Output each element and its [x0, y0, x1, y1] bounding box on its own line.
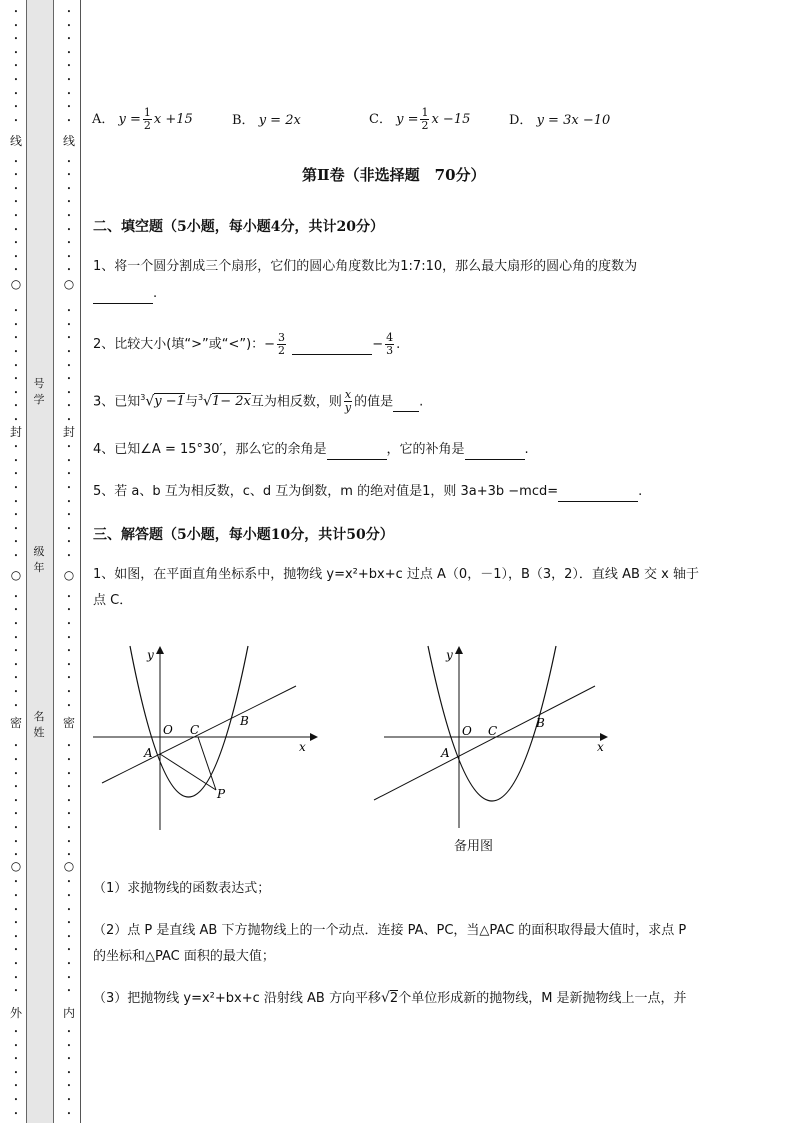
seal-char-outer: 线 [9, 134, 22, 148]
margin-dot: • [13, 633, 19, 642]
question-5: 5、若 a、b 互为相反数，c、d 互为倒数，m 的绝对值是1，则 3a+3b −mcd= . [93, 483, 642, 502]
margin-dot: • [13, 1068, 19, 1077]
margin-dot: • [13, 334, 19, 343]
answer-blank[interactable] [327, 441, 387, 460]
margin-dot: • [13, 892, 19, 900]
label-o: O [163, 723, 173, 737]
seal-char-outer: 封 [9, 425, 22, 439]
margin-dot: • [13, 375, 19, 384]
margin-dot: • [13, 837, 19, 846]
question-3: 3、已知$^3$√y −1与$^3$√1− 2x互为相反数，则 $\frac{x}{y}$ 的值是 . [93, 388, 424, 415]
seal-char-inner: 封 [62, 425, 75, 439]
margin-dot: • [13, 647, 19, 656]
margin-dot: • [66, 198, 72, 207]
margin-dot: • [13, 48, 19, 57]
margin-dot: • [66, 783, 72, 792]
margin-dot: • [13, 538, 19, 547]
margin-dot: • [13, 171, 19, 180]
margin-dot: • [66, 796, 72, 805]
margin-dot: • [66, 89, 72, 98]
margin-dot: • [13, 1028, 19, 1036]
margin-dot: • [13, 1055, 19, 1064]
margin-dot: • [13, 810, 19, 819]
seal-circle-inner: ○ [63, 568, 75, 582]
margin-dot: • [66, 511, 72, 520]
margin-dot: • [66, 932, 72, 941]
margin-dot: • [13, 905, 19, 914]
label-y: y [147, 648, 154, 662]
field-student-number: 号学 [33, 377, 45, 406]
margin-dot: • [66, 62, 72, 71]
margin-dot: • [13, 756, 19, 764]
margin-dot: • [13, 824, 19, 832]
margin-dot: • [13, 8, 19, 16]
margin-dot: • [13, 960, 19, 968]
margin-dot: • [66, 647, 72, 656]
margin-dot: • [66, 361, 72, 370]
y-axis-arrow [156, 646, 164, 654]
margin-dot: • [66, 810, 72, 819]
margin-dot: • [13, 484, 19, 492]
margin-dot: • [13, 21, 19, 30]
margin-dot: • [13, 470, 19, 479]
question-1: 1、将一个圆分割成三个扇形，它们的圆心角度数比为1:7:10，那么最大扇形的圆心角的度数为 [93, 259, 638, 274]
answer-blank[interactable] [93, 285, 153, 304]
margin-dot: • [13, 769, 19, 778]
margin-dot: • [66, 633, 72, 642]
margin-dot: • [66, 878, 72, 887]
margin-dot: • [13, 592, 19, 601]
margin-dot: • [66, 307, 72, 316]
margin-dot: • [13, 116, 19, 125]
margin-dot: • [13, 878, 19, 887]
margin-dot: • [66, 1041, 72, 1050]
label-b: B [536, 716, 545, 730]
label-x: x [299, 740, 306, 754]
sub-question-1: （1）求抛物线的函数表达式； [93, 881, 271, 896]
margin-dot: • [66, 1028, 72, 1036]
margin-dot: • [13, 252, 19, 261]
margin-dot: • [13, 225, 19, 234]
binding-rule [80, 0, 81, 1123]
margin-dot: • [13, 402, 19, 411]
x-axis-arrow [310, 733, 318, 741]
line-ab [374, 686, 595, 800]
y-axis-arrow [455, 646, 463, 654]
section-solution-title: 三、解答题（5小题，每小题10分，共计50分） [93, 527, 394, 543]
question-2: 2、比较大小(填“>”或“<”)：− $\frac{3}{2}$ − $\frac{4}{3}$ . [93, 331, 401, 357]
margin-dot: • [13, 416, 19, 424]
choice-c: C． y = $\frac{1}{2}$ x −15 [369, 106, 471, 132]
margin-dot: • [13, 919, 19, 928]
margin-dot: • [66, 21, 72, 30]
margin-dot: • [13, 524, 19, 533]
margin-dot: • [66, 851, 72, 860]
margin-dot: • [13, 184, 19, 193]
margin-dot: • [66, 239, 72, 248]
margin-dot: • [13, 361, 19, 370]
margin-dot: • [66, 837, 72, 846]
margin-dot: • [66, 35, 72, 44]
margin-dot: • [13, 1109, 19, 1118]
margin-dot: • [66, 225, 72, 234]
margin-dot: • [66, 892, 72, 900]
margin-dot: • [13, 62, 19, 71]
margin-dot: • [13, 674, 19, 683]
margin-dot: • [13, 851, 19, 860]
margin-dot: • [66, 375, 72, 384]
margin-dot: • [66, 1082, 72, 1091]
label-c: C [488, 724, 498, 738]
section-fill-in-title: 二、填空题（5小题，每小题4分，共计20分） [93, 219, 384, 235]
margin-dot: • [66, 212, 72, 220]
margin-dot: • [66, 76, 72, 84]
margin-dot: • [66, 524, 72, 533]
seal-char-outer: 密 [9, 716, 22, 730]
choice-d: D． y = 3x −10 [509, 113, 611, 128]
margin-dot: • [13, 1096, 19, 1104]
margin-dot: • [13, 456, 19, 465]
sub-question-2-line-1: （2）点 P 是直线 AB 下方抛物线上的一个动点．连接 PA、PC，当△PAC 的面积取得最大值时，求点 P [93, 923, 687, 938]
margin-dot: • [13, 320, 19, 329]
margin-dot: • [13, 89, 19, 98]
margin-dot: • [13, 103, 19, 112]
margin-dot: • [66, 1109, 72, 1118]
margin-dot: • [13, 388, 19, 397]
problem-1-line-1: 1、如图，在平面直角坐标系中，抛物线 y=x²+bx+c 过点 A（0，－1），B（3，2）．直线 AB 交 x 轴于 [93, 567, 699, 582]
margin-dot: • [13, 35, 19, 44]
margin-dot: • [66, 660, 72, 669]
margin-dot: • [66, 1068, 72, 1077]
margin-dot: • [66, 905, 72, 914]
seal-circle-outer: ○ [10, 277, 22, 291]
choice-a: A． y = $\frac{1}{2}$ x +15 [92, 106, 193, 132]
seal-circle-outer: ○ [10, 568, 22, 582]
margin-dot: • [66, 919, 72, 928]
margin-dot: • [13, 1082, 19, 1091]
margin-dot: • [13, 783, 19, 792]
seal-circle-outer: ○ [10, 859, 22, 873]
margin-dot: • [13, 212, 19, 220]
label-x: x [597, 740, 604, 754]
label-o: O [462, 724, 472, 738]
margin-dot: • [66, 334, 72, 343]
margin-dot: • [66, 416, 72, 424]
margin-dot: • [13, 620, 19, 628]
seal-char-outer: 外 [9, 1006, 22, 1020]
margin-dot: • [66, 470, 72, 479]
margin-dot: • [13, 266, 19, 275]
figure-caption: 备用图 [454, 839, 494, 854]
margin-dot: • [66, 320, 72, 329]
margin-dot: • [66, 116, 72, 125]
margin-dot: • [66, 960, 72, 968]
question-1-answer: . [93, 285, 157, 304]
margin-dot: • [66, 1055, 72, 1064]
field-grade: 级年 [33, 545, 45, 574]
problem-1-line-2: 点 C． [93, 593, 133, 608]
margin-dot: • [13, 742, 19, 751]
margin-dot: • [13, 932, 19, 941]
margin-dot: • [66, 348, 72, 356]
margin-dot: • [66, 497, 72, 506]
margin-dot: • [13, 497, 19, 506]
label-y: y [446, 648, 453, 662]
answer-blank[interactable] [393, 393, 419, 412]
seal-char-inner: 密 [62, 716, 75, 730]
margin-dot: • [66, 8, 72, 16]
margin-dot: • [66, 48, 72, 57]
margin-dot: • [13, 701, 19, 710]
margin-dot: • [66, 388, 72, 397]
margin-dot: • [66, 184, 72, 193]
seal-circle-inner: ○ [63, 277, 75, 291]
margin-dot: • [66, 252, 72, 261]
field-name: 名姓 [33, 710, 45, 739]
margin-dot: • [66, 769, 72, 778]
question-4: 4、已知∠A = 15°30′，那么它的余角是 ，它的补角是 . [93, 441, 529, 460]
segment-pa [160, 754, 216, 790]
answer-blank[interactable] [292, 336, 372, 355]
seal-char-inner: 内 [62, 1006, 75, 1020]
margin-dot: • [66, 606, 72, 615]
margin-dot: • [13, 443, 19, 452]
margin-dot: • [13, 76, 19, 84]
margin-dot: • [13, 973, 19, 982]
margin-dot: • [13, 688, 19, 696]
margin-dot: • [66, 592, 72, 601]
seal-circle-inner: ○ [63, 859, 75, 873]
margin-dot: • [13, 157, 19, 166]
margin-dot: • [66, 1096, 72, 1104]
part2-title: 第Ⅱ卷（非选择题 70分） [302, 166, 486, 184]
figure-main [88, 638, 320, 836]
margin-dot: • [66, 987, 72, 996]
margin-dot: • [66, 443, 72, 452]
label-p: P [217, 787, 226, 801]
margin-dot: • [13, 606, 19, 615]
margin-dot: • [66, 484, 72, 492]
margin-dot: • [66, 946, 72, 955]
margin-dot: • [66, 456, 72, 465]
margin-dot: • [66, 973, 72, 982]
margin-dot: • [66, 402, 72, 411]
label-a: A [144, 746, 153, 760]
margin-dot: • [66, 742, 72, 751]
margin-dot: • [66, 674, 72, 683]
margin-dot: • [13, 552, 19, 560]
choice-b: B． y = 2x [232, 113, 301, 128]
margin-dot: • [66, 538, 72, 547]
margin-dot: • [66, 552, 72, 560]
parabola [130, 646, 248, 797]
answer-blank[interactable] [465, 441, 525, 460]
margin-dot: • [13, 511, 19, 520]
sub-question-3: （3）把抛物线 y=x²+bx+c 沿射线 AB 方向平移√2个单位形成新的抛物线，M 是新抛物线上一点，并 [93, 990, 687, 1006]
margin-dot: • [13, 1041, 19, 1050]
margin-dot: • [66, 171, 72, 180]
margin-dot: • [66, 103, 72, 112]
margin-dot: • [13, 946, 19, 955]
answer-blank[interactable] [558, 483, 638, 502]
margin-dot: • [66, 701, 72, 710]
margin-dot: • [13, 796, 19, 805]
seal-char-inner: 线 [62, 134, 75, 148]
label-a: A [441, 746, 450, 760]
sub-question-2-line-2: 的坐标和△PAC 面积的最大值； [93, 949, 275, 964]
margin-dot: • [66, 688, 72, 696]
margin-dot: • [66, 157, 72, 166]
figure-backup [370, 638, 612, 836]
margin-dot: • [13, 348, 19, 356]
margin-dot: • [13, 660, 19, 669]
margin-dot: • [13, 307, 19, 316]
margin-dot: • [13, 239, 19, 248]
margin-dot: • [66, 824, 72, 832]
label-b: B [240, 714, 249, 728]
margin-dot: • [66, 756, 72, 764]
margin-dot: • [13, 987, 19, 996]
margin-dot: • [66, 266, 72, 275]
margin-dot: • [13, 198, 19, 207]
label-c: C [190, 723, 200, 737]
margin-dot: • [66, 620, 72, 628]
